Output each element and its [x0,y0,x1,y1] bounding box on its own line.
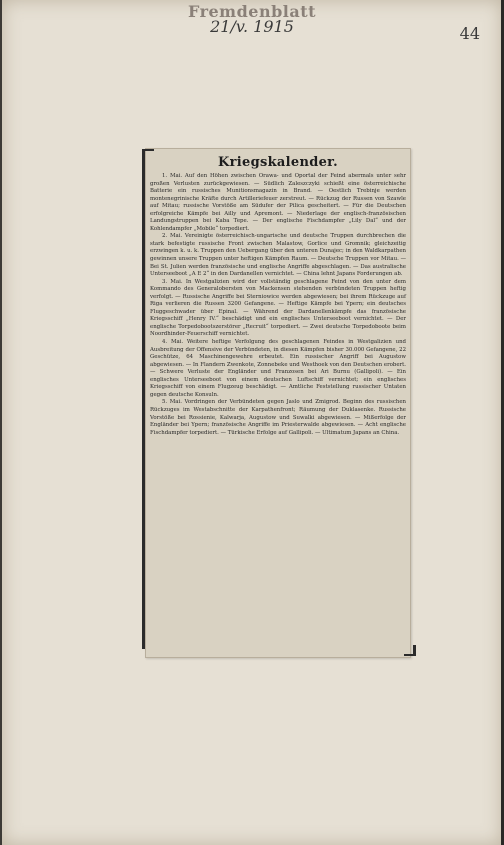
handwritten-date: 21/v. 1915 [210,17,294,36]
entry-paragraph: 3. Mai. In Westgalizien wird der vollständig geschlagene Feind von den unter dem Kommando des Generalobersten von Mackensen stehenden verbündeten Truppen heftig verfolgt. — Russische Angriffe bei Sterniowice werden abgewiesen; bei ihrem Rückzuge auf Riga verlieren die Russen 3200 Gefangene. — Heftige Kämpfe bei Ypern; ein deutsches Fluggeschwader über Epinal. — Während der Dardanellenkämpfe das französische Kriegsschiff „Henry IV.“ beschädigt und ein englisches Unterseeboot vernichtet. — Der englische Torpedobootszerstörer „Recruit“ torpediert. — Zwei deutsche Torpedoboote beim Noordhinder-Feuerschiff vernichtet. [150,278,406,338]
entry-paragraph: 5. Mai. Vordringen der Verbündeten gegen Jaslo und Zmigrod. Beginn des russischen Rückzuges im Westabschnitte der Karpathenfront; Räumung der Duklasenke. Russische Vorstöße bei Rossienie, Kalwarja, Augustow und Suwalki abgewiesen. — Mißerfolge der Engländer bei Ypern; französische Angriffe im Priesterwalde abgewiesen. — Acht englische Fischdampfer torpediert. — Türkische Erfolge auf Gallipoli. — Ultimatum Japans an China. [150,399,406,436]
bracket-mark [142,149,145,649]
entry-paragraph: 4. Mai. Weitere heftige Verfolgung des geschlagenen Feindes in Westgalizien und Ausbreitung der Offensive der Verbündeten, in diesen Kämpfen bisher 30.000 Gefangene, 22 Geschütze, 64 Maschinengewehre erbeutet. Ein russischer Angriff bei Augustow abgewiesen. — In Flandern Zwenkote, Zonnebeke und Westhoek von den Deutschen erobert. — Schwere Verluste der Engländer und Franzosen bei Ari Burnu (Gallipoli). — Ein englisches Unterseeboot von einem deutschen Luftschiff vernichtet; ein englisches Kriegsschiff von einem Flugzeug beschädigt. — Amtliche Feststellung russischer Untaten gegen deutsche Konsuln. [150,339,406,398]
bracket-mark [404,654,416,656]
bracket-mark [142,149,154,151]
entry-paragraph: 1. Mai. Auf den Höhen zwischen Orawa- und Oportal der Feind abermals unter sehr großen Verlusten zurückgewiesen. — Südlich Zaleszczyki schießt eine österreichische Batterie ein russisches Munitionsmagazin in Brand. — Oestlich Trebinje werden montenegrinische Kräfte durch Artilleriefeuer zerstreut. — Rückzug der Russen von Szawle auf Mitau; russische Vorstöße am Südufer der Pilica gescheitert. — Für die Deutschen erfolgreiche Kämpfe bei Ailly und Apremont. — Niederlage der englisch-französischen Landungstruppen bei Kaba Tepe. — Der englische Fischdampfer „Lily Dal“ und der Kohlendampfer „Mobile“ torpediert. [150,173,406,232]
clipping-body [146,170,410,437]
newspaper-clipping [145,148,411,658]
clipping-title: Kriegskalender. [218,155,338,170]
entry-paragraph: 2. Mai. Vereinigte österreichisch-ungarische und deutsche Truppen durchbrechen die stark befestigte russische Front zwischen Malastow, Gorlice und Gromnik; gleichzeitig erzwingen k. u. k. Truppen den Uebergang über den unteren Dunajec; in den Waldkarpathen gewinnen unsere Truppen unter heftigen Kämpfen Raum. — Deutsche Truppen vor Mitau. — Bei St. Julien werden französische und englische Angriffe abgeschlagen. — Das australische Unterseeboot „A E 2“ in den Dardanellen vernichtet. — China lehnt Japans Forderungen ab. [150,233,406,278]
newspaper-stamp: Fremdenblatt [187,2,317,21]
page-number: 44 [459,24,480,43]
